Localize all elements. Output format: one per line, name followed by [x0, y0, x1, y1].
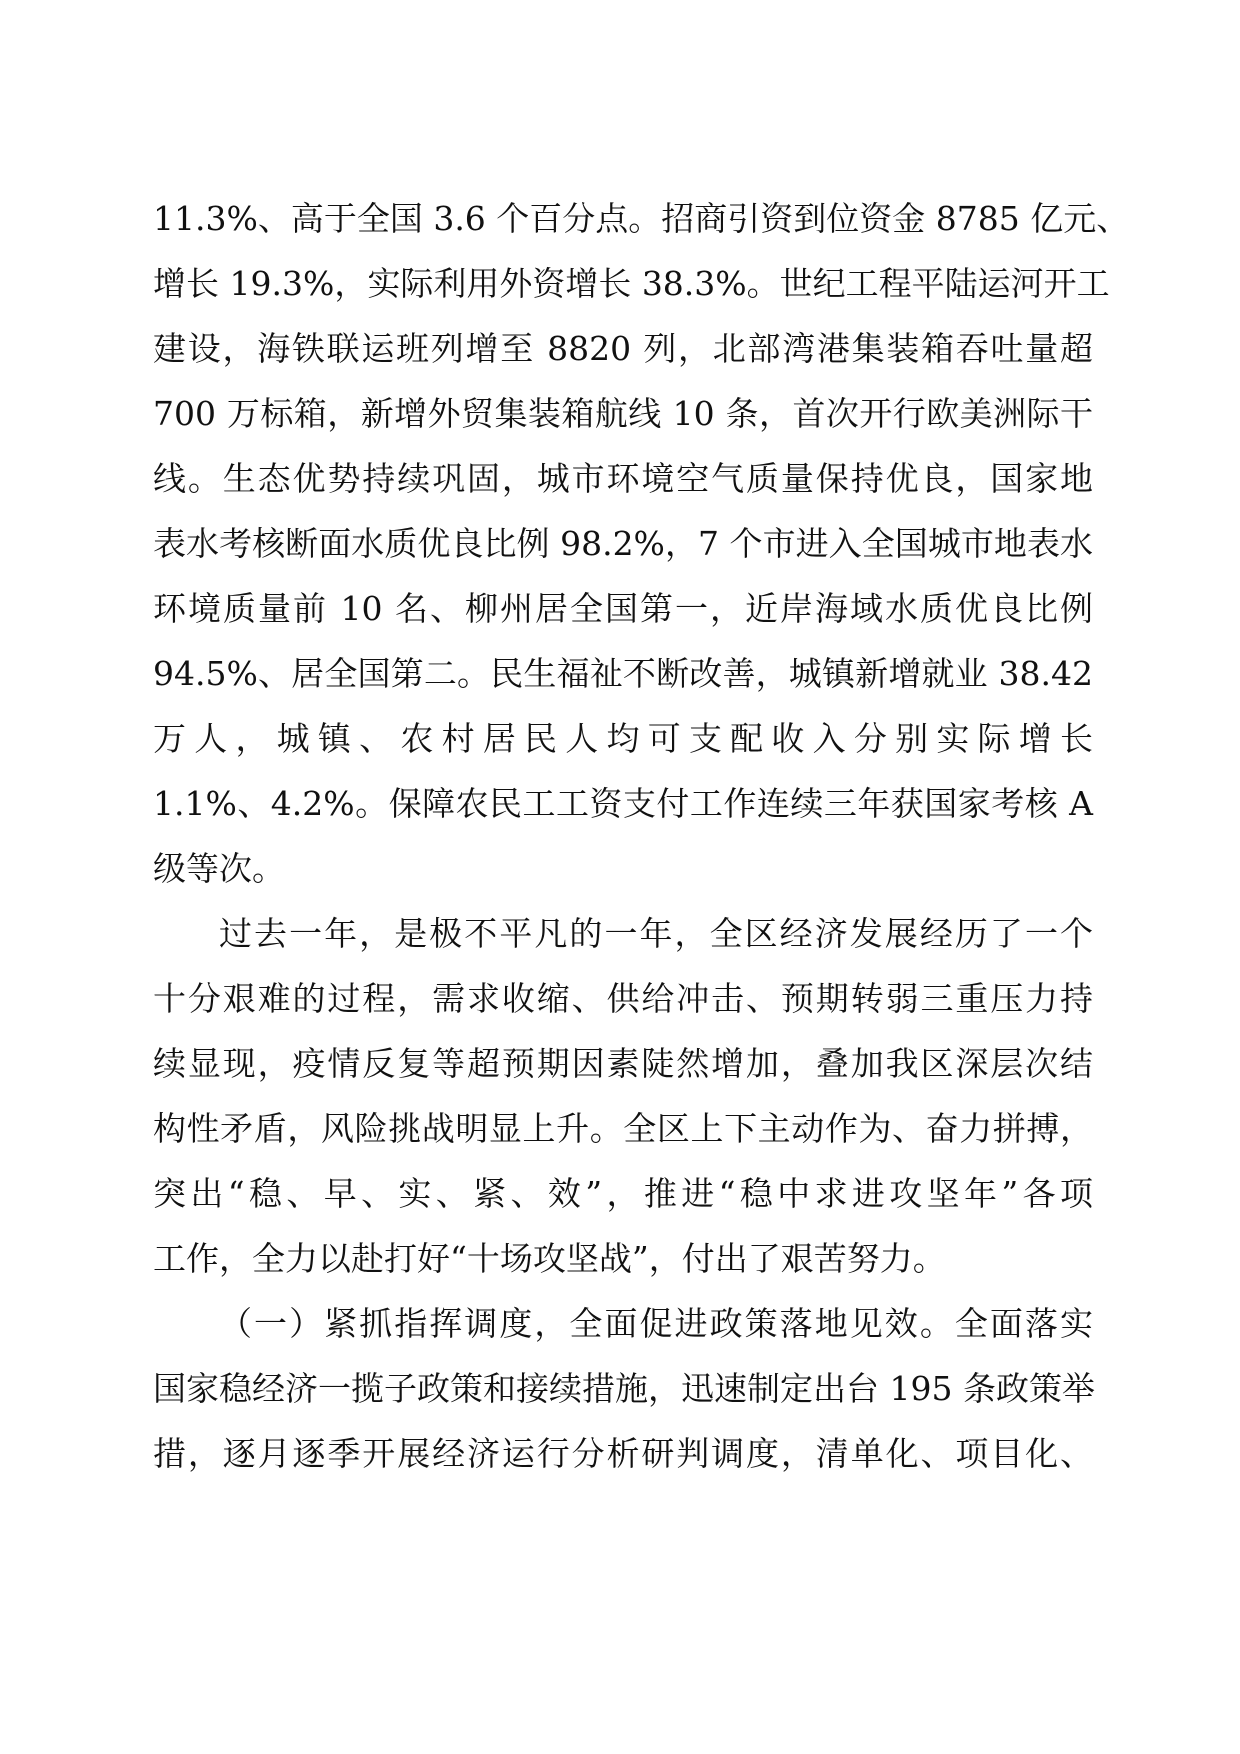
text-line: 级等次。: [153, 849, 285, 888]
paragraph-continued: [153, 186, 1130, 901]
body-text: [153, 186, 1130, 1486]
text-line: （一）紧抓指挥调度，全面促进政策落地见效。全面落实: [219, 1304, 1093, 1343]
text-line: 措，逐月逐季开展经济运行分析研判调度，清单化、项目化、: [153, 1434, 1093, 1473]
text-line: 1.1%、4.2%。保障农民工工资支付工作连续三年获国家考核 A: [153, 784, 1093, 823]
paragraph-past-year: [153, 901, 1093, 1291]
text-line: 建设，海铁联运班列增至 8820 列，北部湾港集装箱吞吐量超: [153, 329, 1093, 368]
text-line: 过去一年，是极不平凡的一年，全区经济发展经历了一个: [219, 914, 1093, 953]
text-line: 万人，城镇、农村居民人均可支配收入分别实际增长: [153, 719, 1093, 758]
text-line: 构性矛盾，风险挑战明显上升。全区上下主动作为、奋力拼搏，: [153, 1109, 1093, 1148]
text-line: 11.3%、高于全国 3.6 个百分点。招商引资到位资金 8785 亿元、: [153, 199, 1130, 238]
paragraph-section-one: [153, 1291, 1093, 1486]
text-line: 工作，全力以赴打好“十场攻坚战”，付出了艰苦努力。: [153, 1239, 946, 1278]
text-line: 表水考核断面水质优良比例 98.2%，7 个市进入全国城市地表水: [153, 524, 1093, 563]
text-line: 增长 19.3%，实际利用外资增长 38.3%。世纪工程平陆运河开工: [153, 264, 1110, 303]
text-line: 700 万标箱，新增外贸集装箱航线 10 条，首次开行欧美洲际干: [153, 394, 1093, 433]
text-line: 环境质量前 10 名、柳州居全国第一，近岸海域水质优良比例: [153, 589, 1093, 628]
text-line: 94.5%、居全国第二。民生福祉不断改善，城镇新增就业 38.42: [153, 654, 1093, 693]
text-line: 十分艰难的过程，需求收缩、供给冲击、预期转弱三重压力持: [153, 979, 1093, 1018]
text-line: 线。生态优势持续巩固，城市环境空气质量保持优良，国家地: [153, 459, 1093, 498]
text-line: 突出“稳、早、实、紧、效”，推进“稳中求进攻坚年”各项: [153, 1174, 1093, 1213]
text-line: 国家稳经济一揽子政策和接续措施，迅速制定出台 195 条政策举: [153, 1369, 1095, 1408]
text-line: 续显现，疫情反复等超预期因素陡然增加，叠加我区深层次结: [153, 1044, 1093, 1083]
